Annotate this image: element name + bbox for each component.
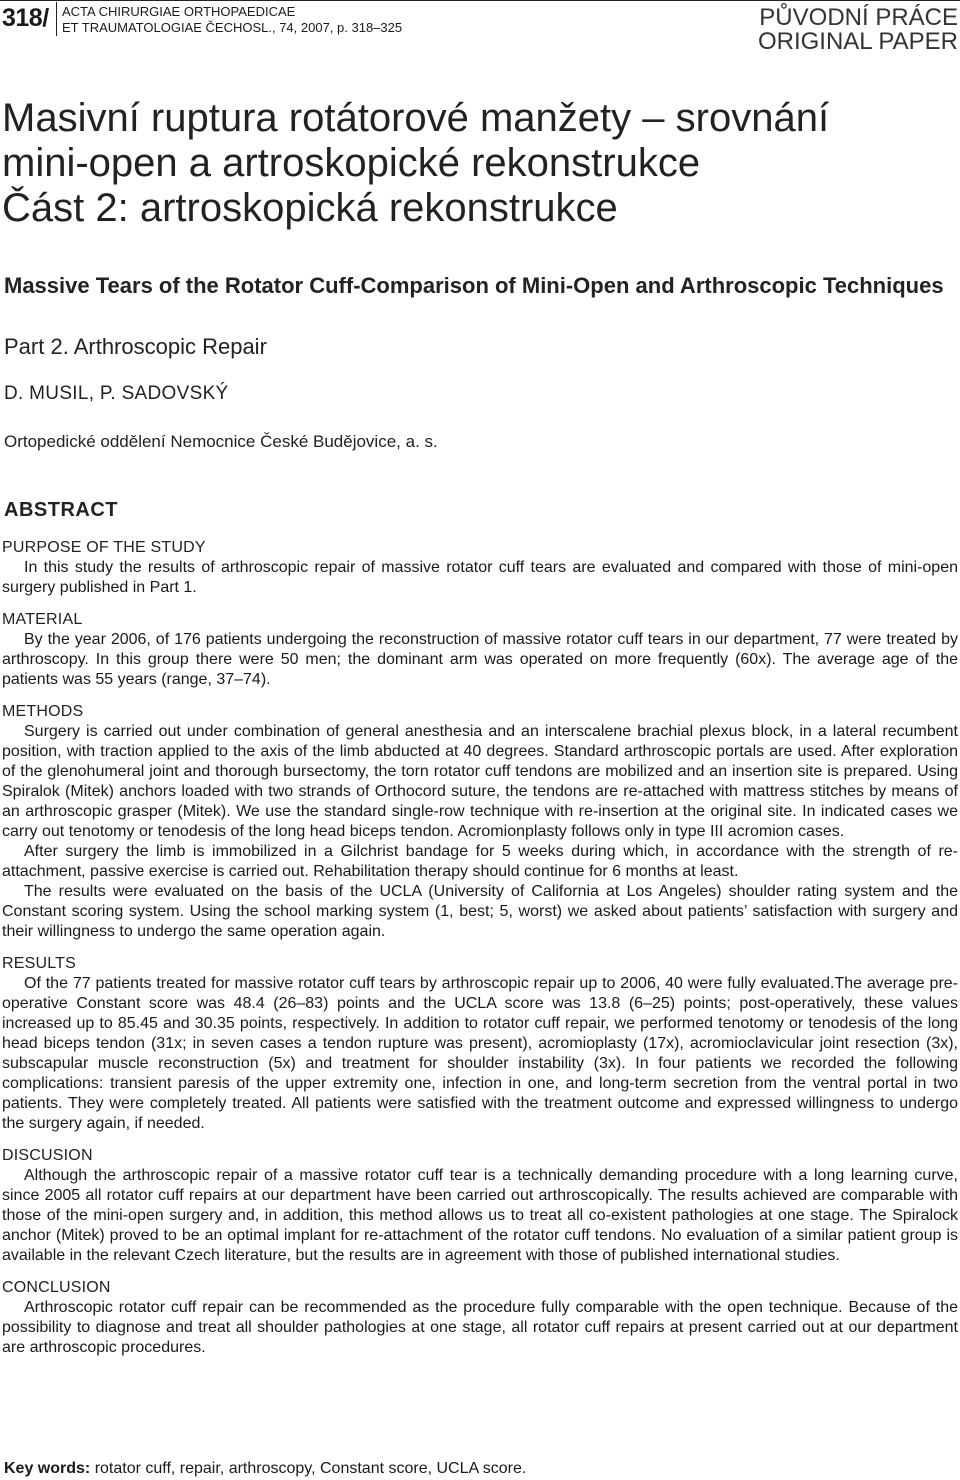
abstract-section-title: CONCLUSION	[2, 1279, 111, 1296]
keywords-text: rotator cuff, repair, arthroscopy, Constant score, UCLA score.	[94, 1460, 527, 1477]
abstract-section-title: RESULTS	[2, 955, 77, 972]
abstract-section	[2, 538, 958, 598]
abstract-paragraph: After surgery the limb is immobilized in a Gilchrist bandage for 5 weeks during which, in accordance with the strength of re-attachment, passive exercise is carried out. Rehabilitation therapy should continue for 6 months at least.	[2, 843, 958, 880]
abstract-paragraph: By the year 2006, of 176 patients undergoing the reconstruction of massive rotator cuff tears in our department, 77 were treated by arthroscopy. In this group there were 50 men; the dominant arm was operated on more frequently (60x). The average age of the patients was 55 years (range, 37–74).	[2, 631, 958, 688]
abstract-paragraph: Although the arthroscopic repair of a massive rotator cuff tear is a technically demanding procedure with a long learning curve, since 2005 all rotator cuff repairs at our department have been carried out arthroscopically. The results achieved are comparable with those of the mini-open surgery and, in addition, this method allows us to treat all co-existent pathologies at one stage. The Spiralock anchor (Mitek) proved to be an optimal implant for re-attachment of the rotator cuff tendons. No evaluation of a similar patient group is available in the relevant Czech literature, but the results are in agreement with those of published international studies.	[2, 1167, 958, 1264]
subtitle-english: Part 2. Arthroscopic Repair	[4, 334, 267, 359]
abstract-section	[2, 1146, 958, 1266]
abstract-paragraph: Arthroscopic rotator cuff repair can be recommended as the procedure fully comparable with the open technique. Because of the possibility to diagnose and treat all shoulder pathologies at one stage, all rotator cuff repairs at present carried out at our department are arthroscopic procedures.	[2, 1299, 958, 1356]
abstract-paragraph: The results were evaluated on the basis of the UCLA (University of California at Los Angeles) shoulder rating system and the Constant scoring system. Using the school marking system (1, best; 5, worst) we asked about patients’ satisfaction with surgery and their willingness to undergo the same operation again.	[2, 883, 958, 940]
page-number: 318/	[2, 4, 49, 32]
title-czech-line: Masivní ruptura rotátorové manžety – srovnání	[2, 96, 830, 140]
abstract-section	[2, 610, 958, 690]
article-type-en: ORIGINAL PAPER	[757, 28, 958, 55]
abstract-section-title: MATERIAL	[2, 611, 83, 628]
abstract-heading: ABSTRACT	[4, 499, 118, 521]
abstract-section-title: DISCUSION	[2, 1147, 93, 1164]
title-english: Massive Tears of the Rotator Cuff-Comparison of Mini-Open and Arthroscopic Techniques	[4, 273, 944, 298]
abstract-section	[2, 702, 958, 942]
title-czech-line: mini-open a artroskopické rekonstrukce	[2, 141, 701, 185]
abstract-paragraph: Of the 77 patients treated for massive rotator cuff tears by arthroscopic repair up to 2006, 40 were fully evaluated.The average pre-operative Constant score was 48.4 (26–83) points and the UCLA score was 13.8 (6–25) points; post-operatively, these values increased up to 85.45 and 30.35 points, respectively. In addition to rotator cuff repair, we performed tenotomy or tenodesis of the long head biceps tendon (31x; in seven cases a tendon rupture was present), acromioplasty (17x), acromioclavicular joint resection (3x), subscapular muscle reconstruction (5x) and treatment for shoulder instability (3x). In four patients we recorded the following complications: transient paresis of the upper extremity one, infection in one, and long-term secretion from the ventral portal in two patients. They were completely treated. All patients were satisfied with the treatment outcome and expressed willingness to undergo the surgery again, if needed.	[2, 975, 958, 1132]
authors: D. MUSIL, P. SADOVSKÝ	[4, 383, 229, 404]
article-type-label	[758, 6, 958, 54]
abstract-section-title: METHODS	[2, 703, 84, 720]
affiliation: Ortopedické oddělení Nemocnice České Budějovice, a. s.	[4, 432, 438, 451]
journal-name-line: ACTA CHIRURGIAE ORTHOPAEDICAE	[62, 4, 296, 19]
keywords-label: Key words:	[4, 1460, 91, 1477]
abstract-paragraph: In this study the results of arthroscopic repair of massive rotator cuff tears are evaluated and compared with those of mini-open surgery published in Part 1.	[2, 559, 958, 596]
title-czech	[2, 96, 952, 231]
abstract-section	[2, 954, 958, 1134]
abstract-section	[2, 1278, 958, 1358]
abstract-body	[2, 538, 958, 1370]
journal-citation-line: ET TRAUMATOLOGIAE ČECHOSL., 74, 2007, p. 318–325	[62, 20, 403, 35]
header-divider	[56, 2, 57, 36]
abstract-paragraph: Surgery is carried out under combination of general anesthesia and an interscalene brachial plexus block, in a lateral recumbent position, with traction applied to the axis of the limb abducted at 40 degrees. Standard arthroscopic portals are used. After exploration of the glenohumeral joint and thorough bursectomy, the torn rotator cuff tendons are mobilized and an insertion site is prepared. Using Spiralok (Mitek) anchors loaded with two strands of Orthocord suture, the tendons are re-attached with mattress stitches by means of an arthroscopic grasper (Mitek). We use the standard single-row technique with re-insertion at the original site. In indicated cases we carry out tenotomy or tenodesis of the long head biceps tendon. Acromionplasty follows only in type III acromion cases.	[2, 723, 958, 840]
keywords	[4, 1459, 526, 1479]
journal-name	[62, 4, 402, 36]
header-rule	[0, 0, 960, 1]
title-czech-line: Část 2: artroskopická rekonstrukce	[2, 186, 618, 230]
abstract-section-title: PURPOSE OF THE STUDY	[2, 539, 206, 556]
article-type-cz: PŮVODNÍ PRÁCE	[759, 4, 958, 31]
